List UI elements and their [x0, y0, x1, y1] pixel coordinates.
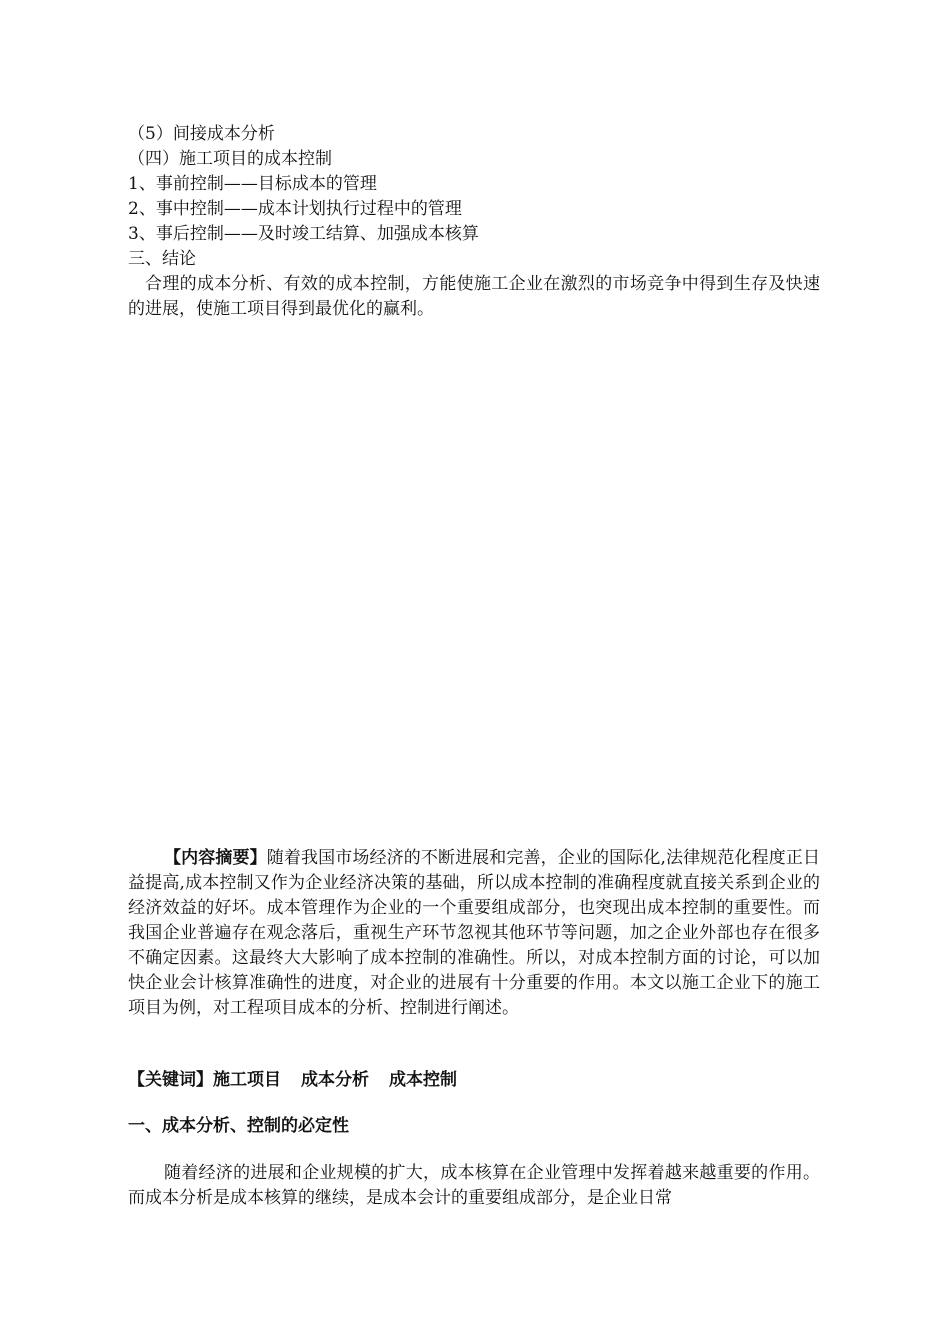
- section-heading: 一、成本分析、控制的必定性: [128, 1116, 349, 1136]
- list-item-mid-control: 2、事中控制——成本计划执行过程中的管理: [128, 199, 462, 219]
- keyword-item: 施工项目: [213, 1070, 281, 1090]
- abstract-text: 随着我国市场经济的不断进展和完善，企业的国际化,法律规范化程度正日益提高,成本控制又作为企业经济决策的基础，所以成本控制的准确程度就直接关系到企业的经济效益的好坏。成本管理作为企业的一个重要组成部分，也突现出成本控制的重要性。而我国企业普遍存在观念落后，重视生产环节忽视其他环节等问题，加之企业外部也存在很多不确定因素。这最终大大影响了成本控制的准确性。所以，对成本控制方面的讨论，可以加快企业会计核算准确性的进度，对企业的进展有十分重要的作用。本文以施工企业下的施工项目为例，对工程项目成本的分析、控制进行阐述。: [128, 848, 821, 1018]
- keyword-item: 成本分析: [301, 1070, 369, 1090]
- keywords-label: 【关键词】: [128, 1070, 213, 1090]
- abstract-paragraph: [128, 846, 820, 1021]
- section-paragraph: 随着经济的进展和企业规模的扩大，成本核算在企业管理中发挥着越来越重要的作用。而成本分析是成本核算的继续，是成本会计的重要组成部分，是企业日常: [128, 1163, 820, 1208]
- keyword-item: 成本控制: [389, 1070, 457, 1090]
- heading-indirect-cost: （5）间接成本分析: [128, 124, 275, 144]
- list-item-post-control: 3、事后控制——及时竣工结算、加强成本核算: [128, 224, 479, 244]
- keywords-line: [128, 1068, 457, 1093]
- abstract-label: 【内容摘要】: [164, 848, 267, 868]
- heading-conclusion: 三、结论: [128, 249, 196, 269]
- heading-cost-control: （四）施工项目的成本控制: [128, 149, 332, 169]
- conclusion-paragraph: 合理的成本分析、有效的成本控制，方能使施工企业在激烈的市场竞争中得到生存及快速的进展，使施工项目得到最优化的赢利。: [128, 274, 820, 319]
- list-item-pre-control: 1、事前控制——目标成本的管理: [128, 174, 377, 194]
